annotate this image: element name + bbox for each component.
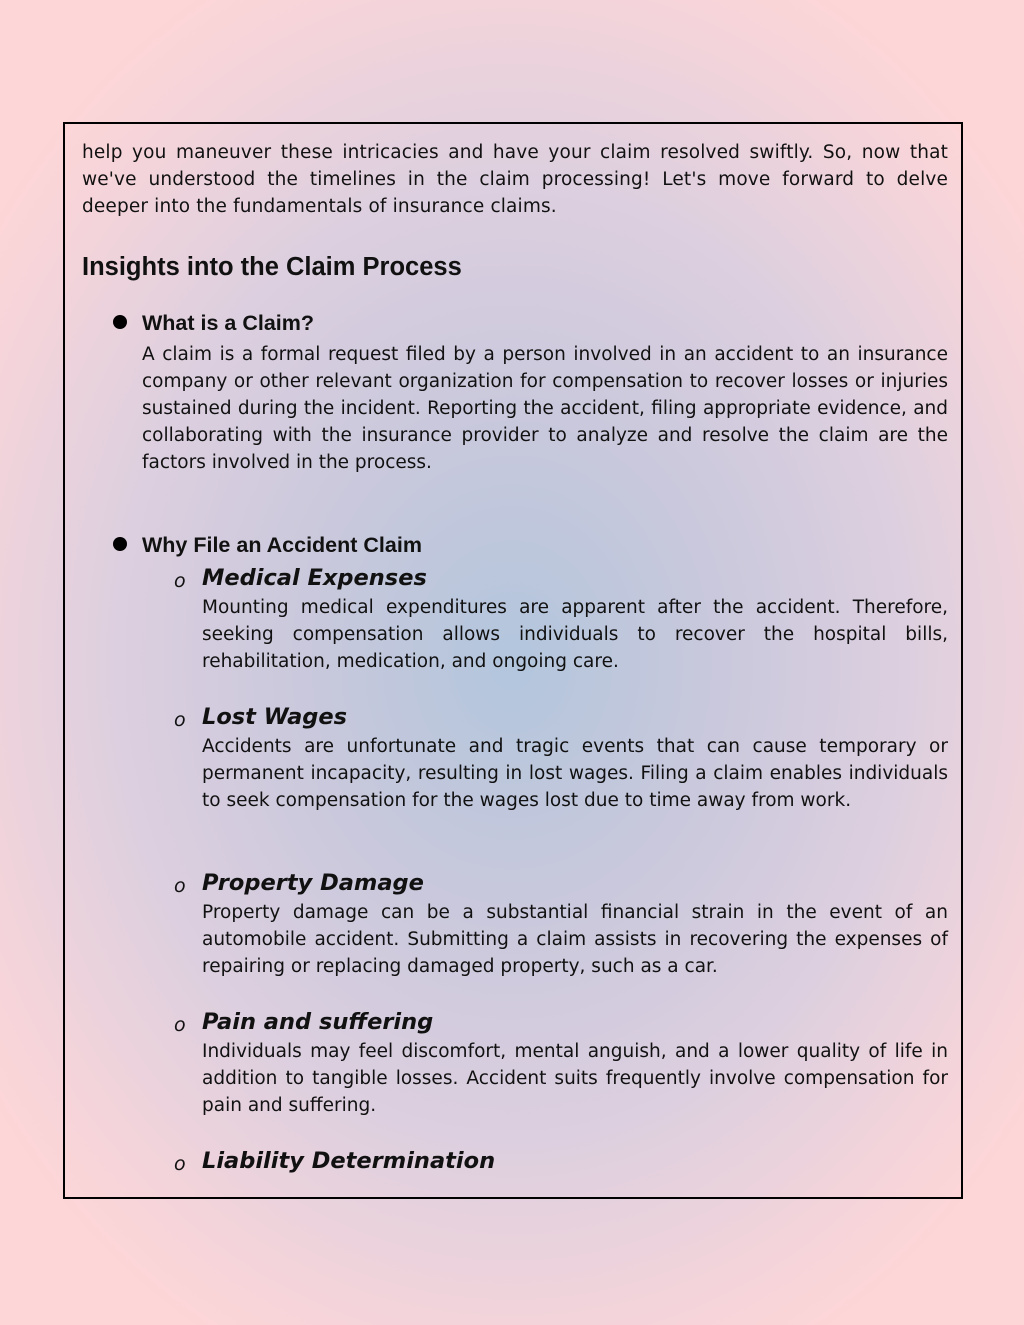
bullet-title-why-file: Why File an Accident Claim xyxy=(142,533,422,557)
circle-bullet-icon: o xyxy=(174,709,186,731)
bullet-title-what-is-claim: What is a Claim? xyxy=(142,311,315,335)
bullet-body-what-is-claim: A claim is a formal request filed by a person involved in an accident to an insurance company or other relevant organization for compensation to recover losses or injuries sustained during the incident. Reporting the accident, filing appropriate evidence, and collaborating with the insurance provider to analyze and resolve the claim are the factors involved in the process. xyxy=(142,344,948,473)
circle-bullet-icon: o xyxy=(174,570,186,592)
subitem-title-pain-suffering: Pain and suffering xyxy=(202,1009,434,1035)
section-title: Insights into the Claim Process xyxy=(82,253,462,281)
circle-bullet-icon: o xyxy=(174,875,186,897)
subitem-body-pain-suffering: Individuals may feel discomfort, mental anguish, and a lower quality of life in addition to tangible losses. Accident suits frequently involve compensation for pain and suffering. xyxy=(202,1041,948,1116)
intro-paragraph: help you maneuver these intricacies and have your claim resolved swiftly. So, now that we've understood the timelines in the claim processing! Let's move forward to delve deeper into the fundamentals of insurance claims. xyxy=(82,142,948,217)
bullet-dot-icon xyxy=(113,315,127,329)
subitem-body-property-damage: Property damage can be a substantial financial strain in the event of an automobile accident. Submitting a claim assists in recovering the expenses of repairing or replacing damaged property, such as a car. xyxy=(202,902,948,977)
subitem-title-property-damage: Property Damage xyxy=(202,870,424,896)
circle-bullet-icon: o xyxy=(174,1153,186,1175)
subitem-title-medical-expenses: Medical Expenses xyxy=(202,565,427,591)
subitem-body-lost-wages: Accidents are unfortunate and tragic events that can cause temporary or permanent incapacity, resulting in lost wages. Filing a claim enables individuals to seek compensation for the wages lost due to time away from work. xyxy=(202,736,948,811)
subitem-title-liability-determination: Liability Determination xyxy=(202,1148,496,1174)
circle-bullet-icon: o xyxy=(174,1014,186,1036)
subitem-title-lost-wages: Lost Wages xyxy=(202,704,348,730)
subitem-body-medical-expenses: Mounting medical expenditures are apparent after the accident. Therefore, seeking compensation allows individuals to recover the hospital bills, rehabilitation, medication, and ongoing care. xyxy=(202,597,948,672)
bullet-dot-icon xyxy=(113,537,127,551)
